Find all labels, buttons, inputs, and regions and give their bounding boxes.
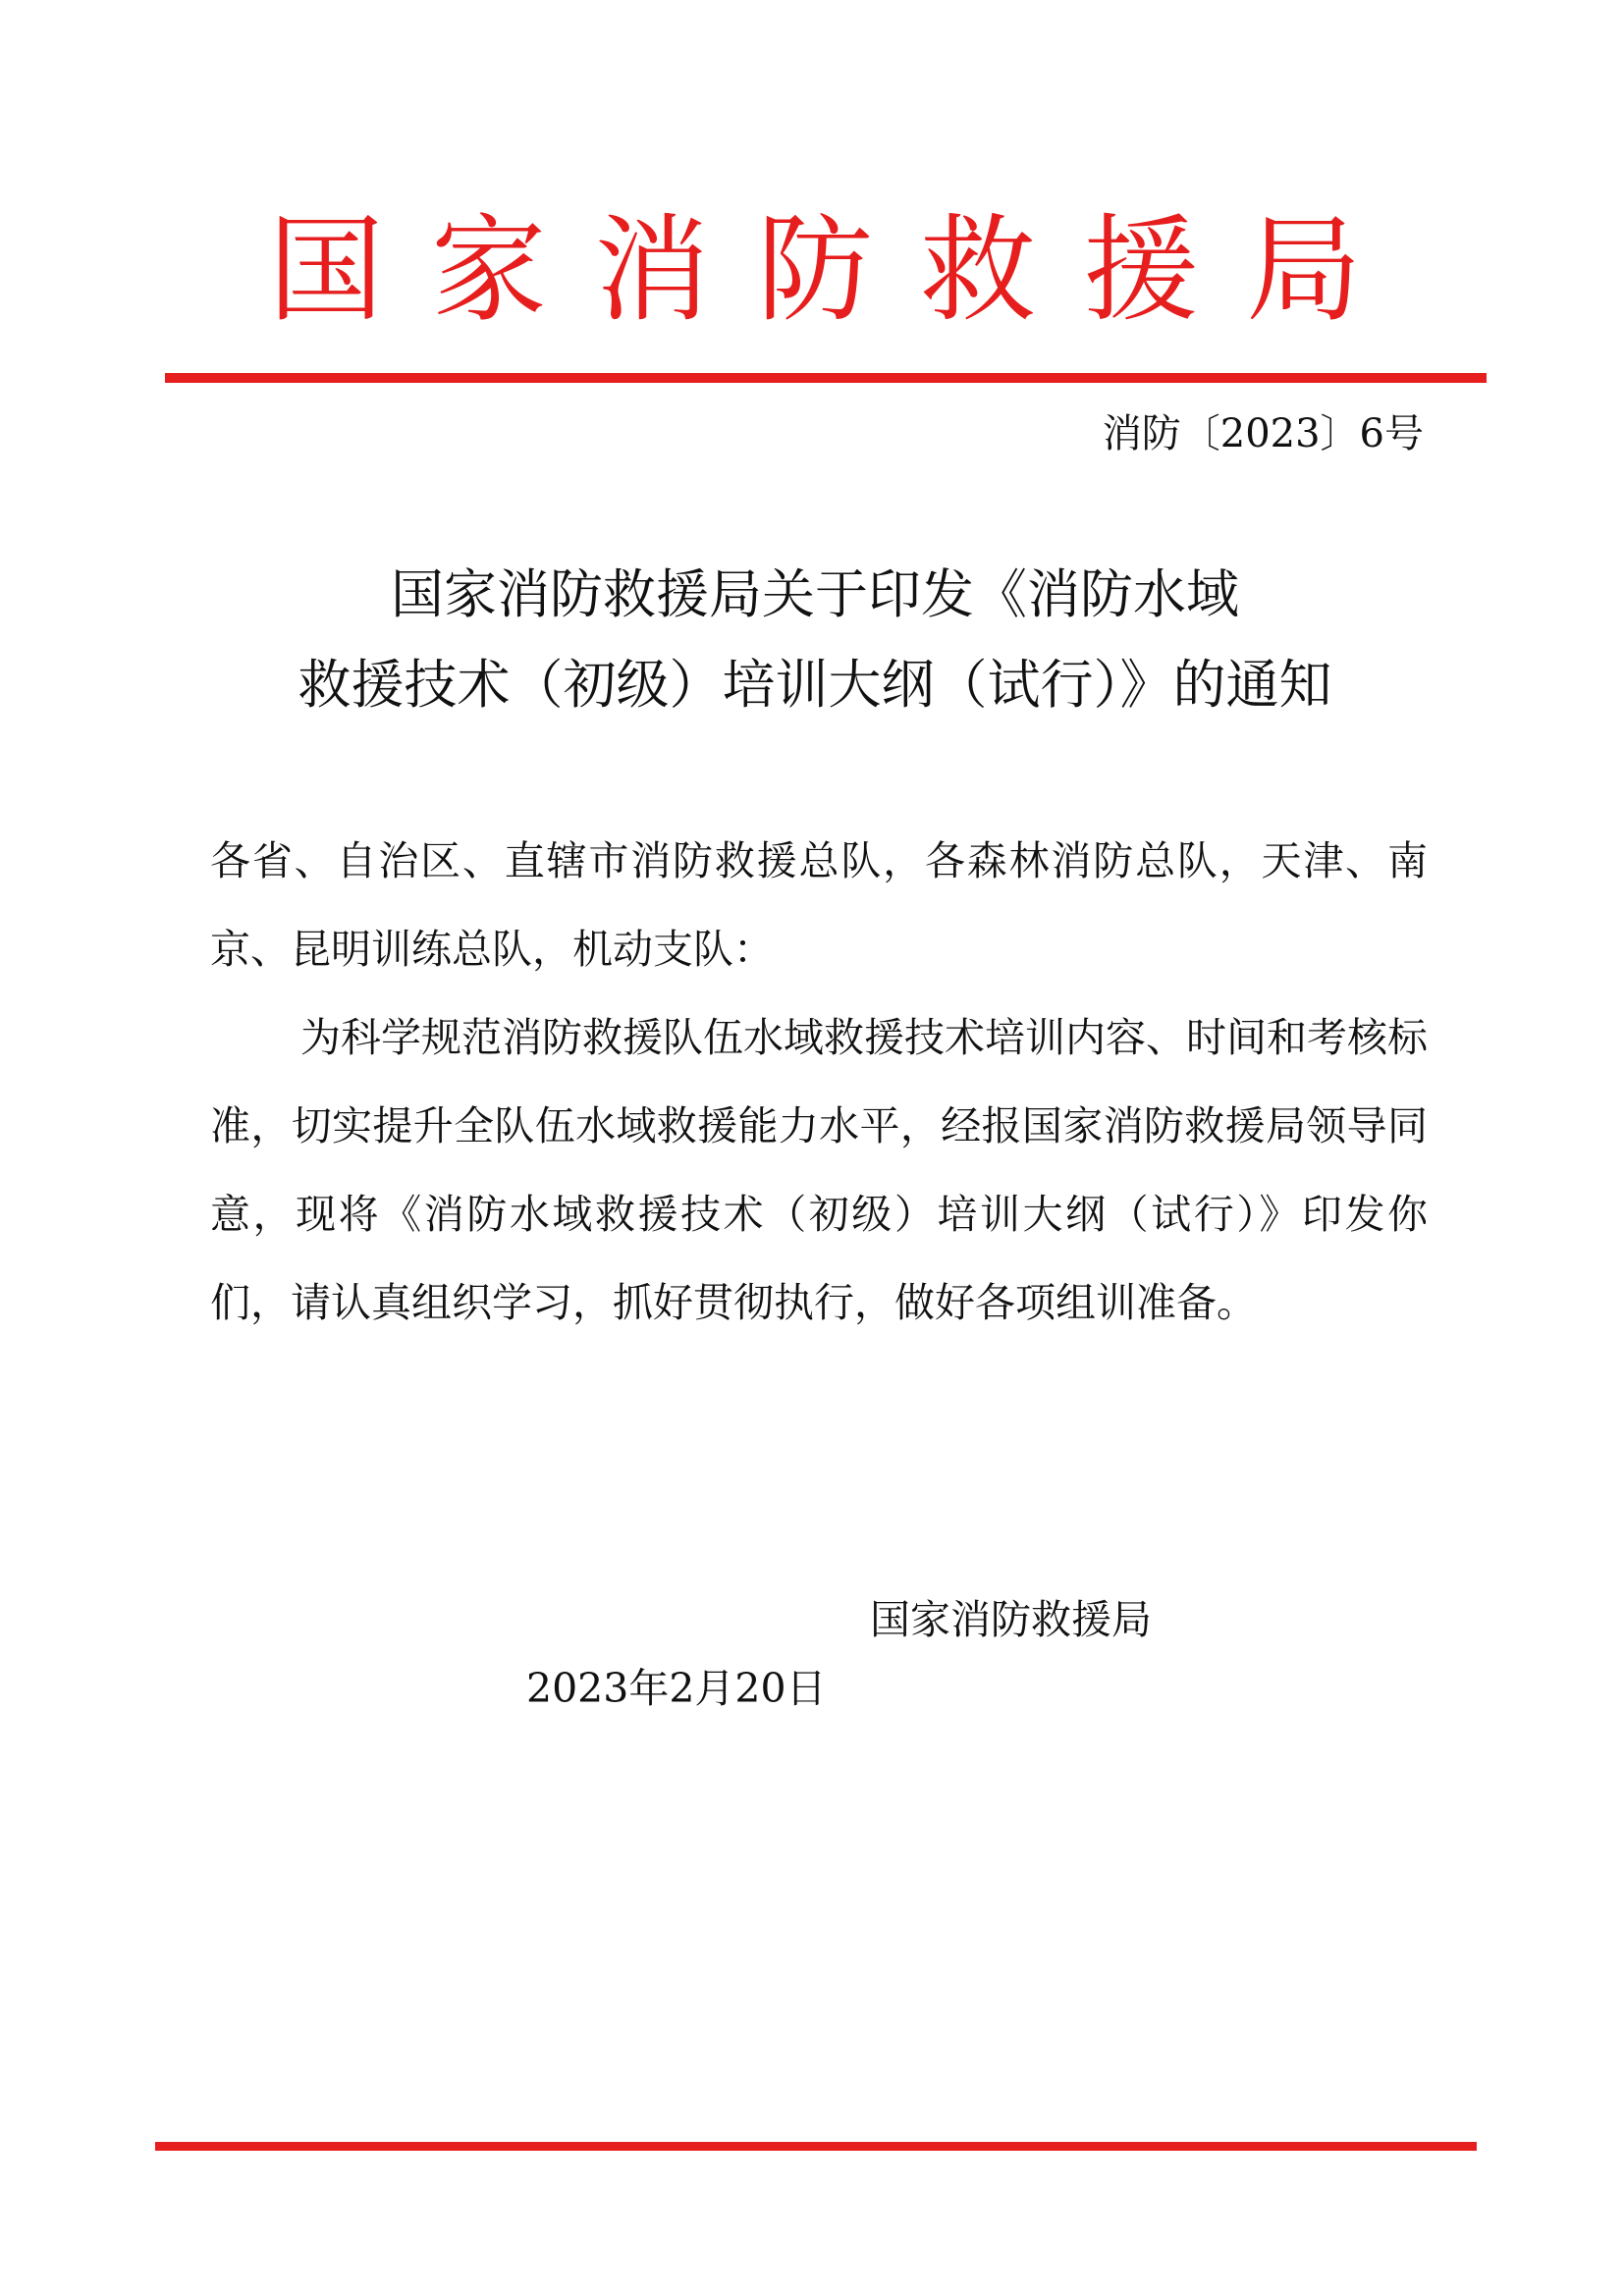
document-number: 消防〔2023〕6号 (1102, 411, 1424, 456)
document-title-line-2: 救援技术（初级）培训大纲（试行）》的通知 (298, 654, 1332, 716)
addressees: 各省、自治区、直辖市消防救援总队，各森林消防总队，天津、南京、昆明训练总队，机动支队： (210, 837, 1428, 973)
document-title (157, 550, 1473, 730)
signature-organization: 国家消防救援局 (870, 1596, 1152, 1643)
footer-red-rule (155, 2142, 1477, 2151)
header-red-rule (165, 373, 1487, 383)
body-paragraph: 为科学规范消防救援队伍水域救援技术培训内容、时间和考核标准，切实提升全队伍水域救援能力水平，经报国家消防救援局领导同意，现将《消防水域救援技术（初级）培训大纲（试行）》印发你们，请认真组织学习，抓好贯彻执行，做好各项组训准备。 (210, 1014, 1428, 1326)
document-body (210, 817, 1428, 1347)
issuing-authority-header: 国家消防救援局 (267, 202, 1409, 338)
signature-date: 2023年2月20日 (526, 1665, 827, 1712)
document-title-line-1: 国家消防救援局关于印发《消防水域 (391, 563, 1239, 625)
